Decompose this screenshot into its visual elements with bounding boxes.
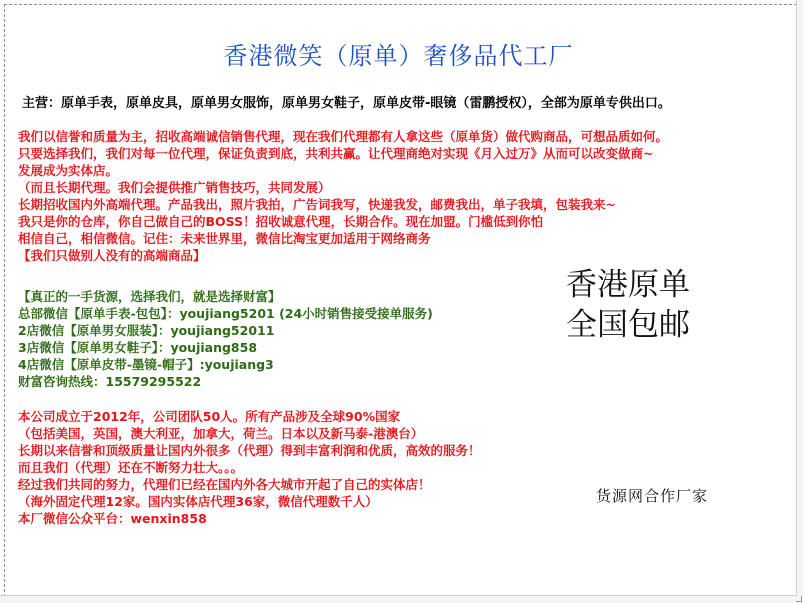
promo-line: 香港原单: [566, 267, 690, 303]
intro-line: （而且长期代理。我们会提供推广销售技巧，共同发展）: [18, 180, 331, 195]
resize-grip-icon[interactable]: [796, 596, 802, 602]
intro-block: [18, 128, 668, 264]
company-line: （包括美国，英国，澳大利亚，加拿大，荷兰。日本以及新马泰-港澳台）: [18, 426, 424, 441]
intro-line: 只要选择我们，我们对每一位代理，保证负责到底，共利共赢。让代理商绝对实现《月入过万》从而可以改变做商~: [18, 146, 654, 161]
contact-line: 3店微信【原单男女鞋子】：youjiang858: [18, 340, 258, 355]
intro-line: 【我们只做别人没有的高端商品】: [18, 248, 206, 263]
intro-line: 发展成为实体店。: [18, 163, 119, 178]
horizontal-scrollbar[interactable]: [0, 595, 797, 603]
intro-line: 我们以信誉和质量为主，招收高端诚信销售代理，现在我们代理都有人拿这些（原单货）做代购商品，可想品质如何。: [18, 129, 669, 144]
promo-line: 全国包邮: [566, 307, 690, 343]
company-line: 长期以来信誉和顶级质量让国内外很多（代理）得到丰富利润和优质，高效的服务！: [18, 443, 481, 458]
contact-line: 2店微信【原单男女服装】：youjiang52011: [18, 323, 275, 338]
company-line: 本公司成立于2012年，公司团队50人。所有产品涉及全球90%国家: [18, 409, 401, 424]
page-title: 香港微笑（原单）奢侈品代工厂: [223, 42, 574, 70]
contact-line: 财富咨询热线：15579295522: [18, 374, 202, 389]
intro-line: 相信自己，相信微信。记住：未来世界里，微信比淘宝更加适用于网络商务: [18, 231, 431, 246]
vertical-scrollbar[interactable]: [796, 0, 803, 603]
contact-block: [18, 288, 433, 390]
contact-line: 总部微信【原单手表-包包】：youjiang5201 (24小时销售接受接单服务): [18, 306, 433, 321]
partner-caption: 货源网合作厂家: [596, 487, 709, 505]
company-line: 本厂微信公众平台：wenxin858: [18, 511, 207, 526]
intro-line: 我只是你的仓库，你自己做自己的BOSS！招收诚意代理，长期合作。现在加盟。门槛低到你怕: [18, 214, 544, 229]
intro-line: 长期招收国内外高端代理。产品我出，照片我拍，广告词我写，快递我发，邮费我出，单子我填，包装我来~: [18, 197, 616, 212]
company-block: [18, 408, 481, 527]
contact-line: 【真正的一手货源，选择我们，就是选择财富】: [18, 289, 281, 304]
company-line: 而且我们（代理）还在不断努力壮大。。。: [18, 460, 244, 475]
company-line: 经过我们共同的努力，代理们已经在国内外各大城市开起了自己的实体店！: [18, 477, 431, 492]
contact-line: 4店微信【原单皮带-墨镜-帽子】:youjiang3: [18, 357, 274, 372]
main-products-text: 主营：原单手表，原单皮具，原单男女服饰，原单男女鞋子，原单皮带-眼镜（雷鹏授权），全部为原单专供出口。: [22, 96, 671, 111]
company-line: （海外固定代理12家。国内实体店代理36家，微信代理数千人）: [18, 494, 378, 509]
promo-slogan: [566, 265, 690, 345]
